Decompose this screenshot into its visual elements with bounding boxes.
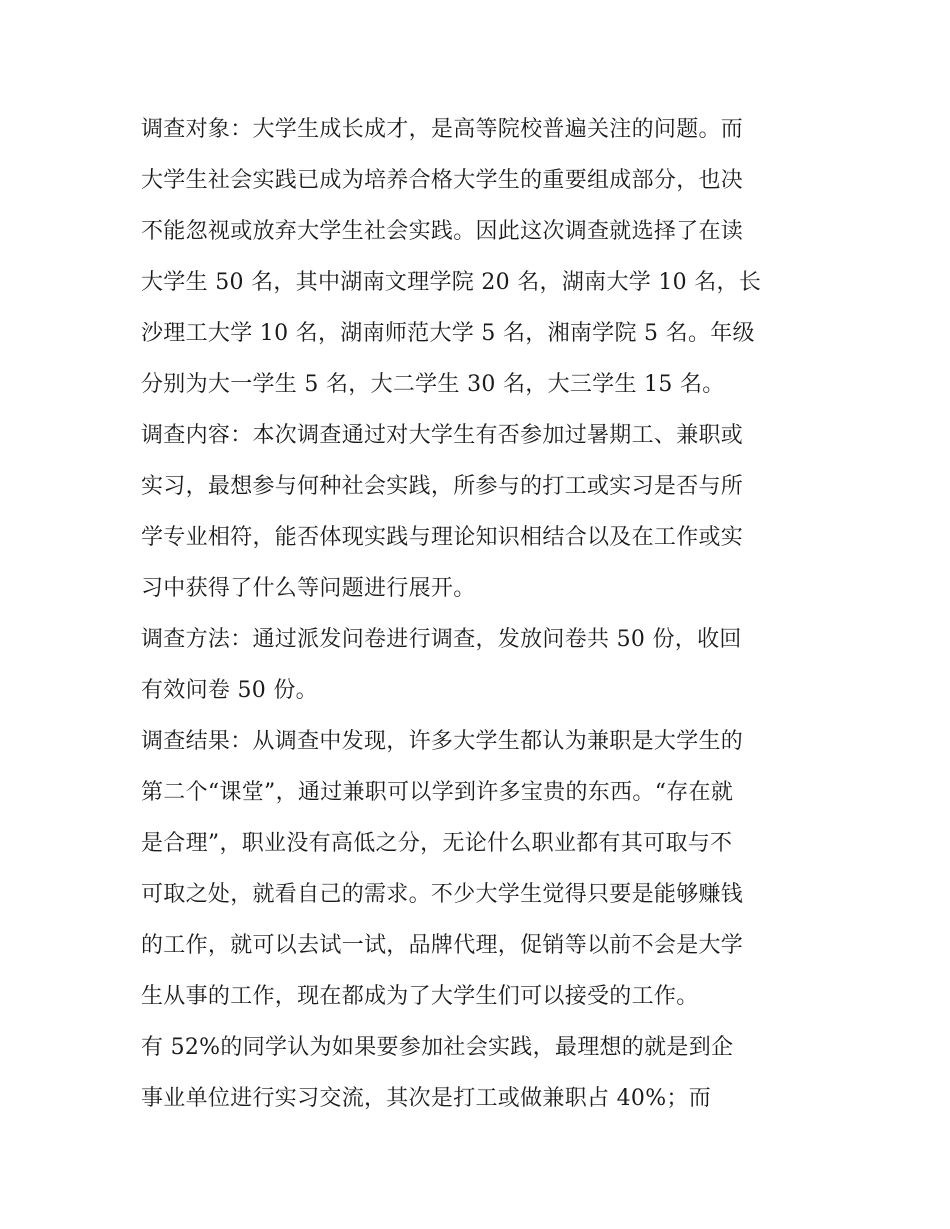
text-line: 有 52%的同学认为如果要参加社会实践，最理想的就是到企 — [141, 1035, 734, 1060]
body-text — [141, 104, 821, 1124]
text-line: 调查对象：大学生成长成才，是高等院校普遍关注的问题。而 — [141, 117, 744, 142]
text-line: 大学生社会实践已成为培养合格大学生的重要组成部分，也决 — [141, 168, 744, 193]
text-line: 习中获得了什么等问题进行展开。 — [141, 576, 476, 601]
text-line: 生从事的工作，现在都成为了大学生们可以接受的工作。 — [141, 984, 699, 1009]
text-line: 是合理”，职业没有高低之分，无论什么职业都有其可取与不 — [141, 831, 733, 856]
text-line: 学专业相符，能否体现实践与理论知识相结合以及在工作或实 — [141, 525, 744, 550]
text-line: 可取之处，就看自己的需求。不少大学生觉得只要是能够赚钱 — [141, 882, 744, 907]
text-line: 调查内容：本次调查通过对大学生有否参加过暑期工、兼职或 — [141, 423, 744, 448]
text-line: 沙理工大学 10 名，湖南师范大学 5 名，湘南学院 5 名。年级 — [141, 321, 755, 346]
text-line: 的工作，就可以去试一试，品牌代理，促销等以前不会是大学 — [141, 933, 744, 958]
text-line: 不能忽视或放弃大学生社会实践。因此这次调查就选择了在读 — [141, 219, 744, 244]
text-line: 大学生 50 名，其中湖南文理学院 20 名，湖南大学 10 名，长 — [141, 270, 762, 295]
text-line: 第二个“课堂”，通过兼职可以学到许多宝贵的东西。“存在就 — [141, 780, 734, 805]
text-line: 分别为大一学生 5 名，大二学生 30 名，大三学生 15 名。 — [141, 372, 725, 397]
text-line: 实习，最想参与何种社会实践，所参与的打工或实习是否与所 — [141, 474, 744, 499]
text-line: 有效问卷 50 份。 — [141, 678, 318, 703]
text-line: 调查结果：从调查中发现，许多大学生都认为兼职是大学生的 — [141, 729, 744, 754]
text-line: 调查方法：通过派发问卷进行调查，发放问卷共 50 份，收回 — [141, 627, 742, 652]
text-line: 事业单位进行实习交流，其次是打工或做兼职占 40%；而 — [141, 1086, 711, 1111]
